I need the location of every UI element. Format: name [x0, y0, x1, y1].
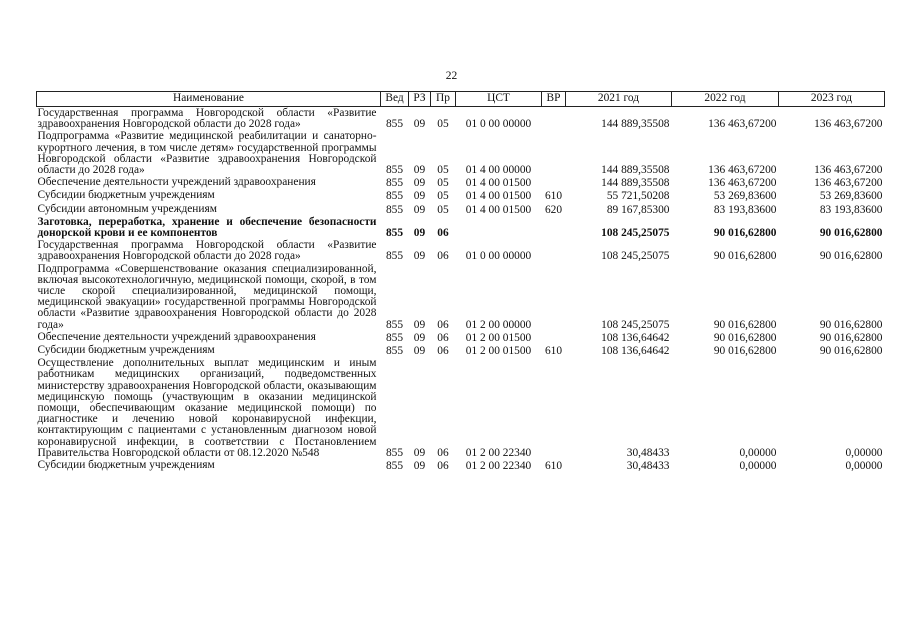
row-ved: 855 [385, 345, 404, 358]
row-2022-value: 83 193,83600 [713, 203, 777, 216]
table-row [37, 176, 885, 189]
row-name: Субсидии автономным учреждениям [37, 202, 217, 215]
row-vr: 610 [544, 460, 563, 473]
table-row [37, 216, 885, 239]
row-rz: 09 [413, 190, 426, 203]
row-vr [542, 263, 566, 331]
row-pr: 06 [437, 460, 449, 473]
row-vr: 620 [544, 203, 563, 216]
row-name: Осуществление дополнительных выплат медицинским и иным работникам медицинских организаций, подведомственных министерству здравоохранения Новгородской области, оказывающим медицинскую помощь (участвующим в оказании медицинской помощи, обеспечивающим оказание медицинской помощи) по диагностике и лечению новой коронавирусной инфекции, контактирующим с пациентами с установленным диагнозом новой коронавирусной инфекции, в соответствии с Постановлением Правительства Новгородской области от 08.12.2020 №548 [37, 357, 377, 459]
row-2023-value: 136 463,67200 [814, 177, 883, 190]
row-2022-value: 90 016,62800 [713, 227, 777, 240]
table-row [37, 189, 885, 202]
row-2021-value: 55 721,50208 [606, 190, 670, 203]
row-2022-value: 53 269,83600 [713, 190, 777, 203]
row-ved: 855 [385, 203, 404, 216]
row-vr [542, 239, 566, 262]
row-2022-value: 136 463,67200 [708, 177, 777, 190]
row-cst: 01 2 00 22340 [465, 460, 532, 473]
table-row [37, 203, 885, 216]
row-vr: 610 [544, 345, 563, 358]
row-name: Государственная программа Новгородской области «Развитие здравоохранения Новгородской области до 2028 года» [37, 107, 377, 131]
header-name: Наименование [37, 92, 381, 107]
row-cst: 01 2 00 01500 [465, 331, 532, 344]
row-2023-value: 90 016,62800 [819, 227, 883, 240]
row-vr [542, 331, 566, 344]
header-cst: ЦСТ [456, 92, 542, 107]
row-name: Обеспечение деятельности учреждений здравоохранения [37, 176, 316, 189]
row-2022-value: 90 016,62800 [713, 331, 777, 344]
row-vr [542, 176, 566, 189]
row-rz: 09 [413, 331, 426, 344]
row-ved: 855 [385, 118, 404, 131]
row-ved: 855 [385, 331, 404, 344]
table-row [37, 331, 885, 344]
row-cst: 01 4 00 00000 [465, 164, 532, 177]
row-ved: 855 [385, 164, 404, 177]
row-ved: 855 [385, 227, 404, 240]
header-2022: 2022 год [672, 92, 779, 107]
row-rz: 09 [413, 164, 426, 177]
row-pr: 06 [437, 446, 449, 459]
row-pr: 06 [437, 250, 449, 263]
row-pr: 05 [437, 177, 449, 190]
row-2021-value: 108 136,64642 [601, 345, 670, 358]
row-2022-value: 90 016,62800 [713, 318, 777, 331]
row-cst [456, 216, 542, 239]
row-2021-value: 108 245,25075 [601, 250, 670, 263]
row-2022-value: 136 463,67200 [708, 164, 777, 177]
row-2022-value: 90 016,62800 [713, 250, 777, 263]
row-name: Субсидии бюджетным учреждениям [37, 459, 215, 472]
row-2021-value: 144 889,35508 [601, 118, 670, 131]
row-rz: 09 [413, 177, 426, 190]
row-cst: 01 4 00 01500 [465, 177, 532, 190]
row-vr [542, 107, 566, 131]
page-number: 22 [445, 70, 458, 82]
row-2021-value: 108 136,64642 [601, 331, 670, 344]
row-pr: 06 [437, 331, 449, 344]
row-2022-value: 90 016,62800 [713, 345, 777, 358]
header-ved: Вед [381, 92, 409, 107]
row-ved: 855 [385, 446, 404, 459]
header-pr: Пр [431, 92, 456, 107]
row-2021-value: 30,48433 [626, 446, 670, 459]
row-vr [542, 357, 566, 459]
row-rz: 09 [413, 446, 426, 459]
row-name: Субсидии бюджетным учреждениям [37, 189, 215, 202]
row-name: Подпрограмма «Развитие медицинской реабилитации и санаторно-курортного лечения, в том числе детям» государственной программы Новгородской области «Развитие здравоохранения Новгородской области до 2028 года» [37, 130, 377, 177]
budget-table [36, 91, 885, 472]
table-header-row [37, 92, 885, 107]
row-2022-value: 0,00000 [739, 460, 777, 473]
row-ved: 855 [385, 190, 404, 203]
row-ved: 855 [385, 318, 404, 331]
table-row [37, 344, 885, 357]
row-2023-value: 0,00000 [845, 460, 883, 473]
header-2021: 2021 год [566, 92, 672, 107]
row-ved: 855 [385, 177, 404, 190]
row-cst: 01 2 00 22340 [465, 446, 532, 459]
row-2023-value: 90 016,62800 [819, 345, 883, 358]
row-2023-value: 53 269,83600 [819, 190, 883, 203]
row-vr: 610 [544, 190, 563, 203]
row-cst: 01 0 00 00000 [465, 118, 532, 131]
table-row [37, 263, 885, 331]
row-ved: 855 [385, 250, 404, 263]
row-vr [542, 130, 566, 176]
row-rz: 09 [413, 118, 426, 131]
row-2023-value: 83 193,83600 [819, 203, 883, 216]
table-row [37, 357, 885, 459]
row-2023-value: 0,00000 [845, 446, 883, 459]
row-ved: 855 [385, 460, 404, 473]
row-rz: 09 [413, 345, 426, 358]
header-2023: 2023 год [779, 92, 885, 107]
row-pr: 06 [437, 345, 449, 358]
row-pr: 06 [437, 227, 449, 240]
row-rz: 09 [413, 203, 426, 216]
row-rz: 09 [413, 227, 426, 240]
row-2021-value: 144 889,35508 [601, 177, 670, 190]
row-pr: 06 [437, 318, 449, 331]
row-name: Государственная программа Новгородской области «Развитие здравоохранения Новгородской области до 2028 года» [37, 239, 377, 263]
row-name: Подпрограмма «Совершенствование оказания специализированной, включая высокотехнологичную, медицинской помощи, скорой, в том числе скорой специализированной, медицинской помощи, медицинской эвакуации» государственной программы Новгородской области «Развитие здравоохранения Новгородской области до 2028 года» [37, 262, 377, 331]
row-pr: 05 [437, 190, 449, 203]
row-2021-value: 144 889,35508 [601, 164, 670, 177]
row-rz: 09 [413, 460, 426, 473]
row-2021-value: 108 245,25075 [601, 318, 670, 331]
table-row [37, 107, 885, 131]
row-2021-value: 89 167,85300 [606, 203, 670, 216]
header-rz: РЗ [409, 92, 431, 107]
row-rz: 09 [413, 318, 426, 331]
row-cst: 01 4 00 01500 [465, 190, 532, 203]
row-cst: 01 2 00 00000 [465, 318, 532, 331]
row-name: Заготовка, переработка, хранение и обеспечение безопасности донорской крови и ее компонентов [37, 215, 377, 240]
row-2021-value: 30,48433 [626, 460, 670, 473]
row-2023-value: 90 016,62800 [819, 331, 883, 344]
row-cst: 01 0 00 00000 [465, 250, 532, 263]
row-2023-value: 136 463,67200 [814, 118, 883, 131]
row-2023-value: 136 463,67200 [814, 164, 883, 177]
row-name: Обеспечение деятельности учреждений здравоохранения [37, 330, 316, 343]
row-cst: 01 4 00 01500 [465, 203, 532, 216]
row-2021-value: 108 245,25075 [601, 227, 670, 240]
row-2022-value: 0,00000 [739, 446, 777, 459]
row-2023-value: 90 016,62800 [819, 318, 883, 331]
row-cst: 01 2 00 01500 [465, 345, 532, 358]
header-vr: ВР [542, 92, 566, 107]
row-2022-value: 136 463,67200 [708, 118, 777, 131]
table-row [37, 130, 885, 176]
table-body [37, 107, 885, 473]
row-pr: 05 [437, 203, 449, 216]
row-name: Субсидии бюджетным учреждениям [37, 344, 215, 357]
row-rz: 09 [413, 250, 426, 263]
row-2023-value: 90 016,62800 [819, 250, 883, 263]
table-row [37, 459, 885, 472]
table-row [37, 239, 885, 262]
row-pr: 05 [437, 118, 449, 131]
row-pr: 05 [437, 164, 449, 177]
row-vr [542, 216, 566, 239]
